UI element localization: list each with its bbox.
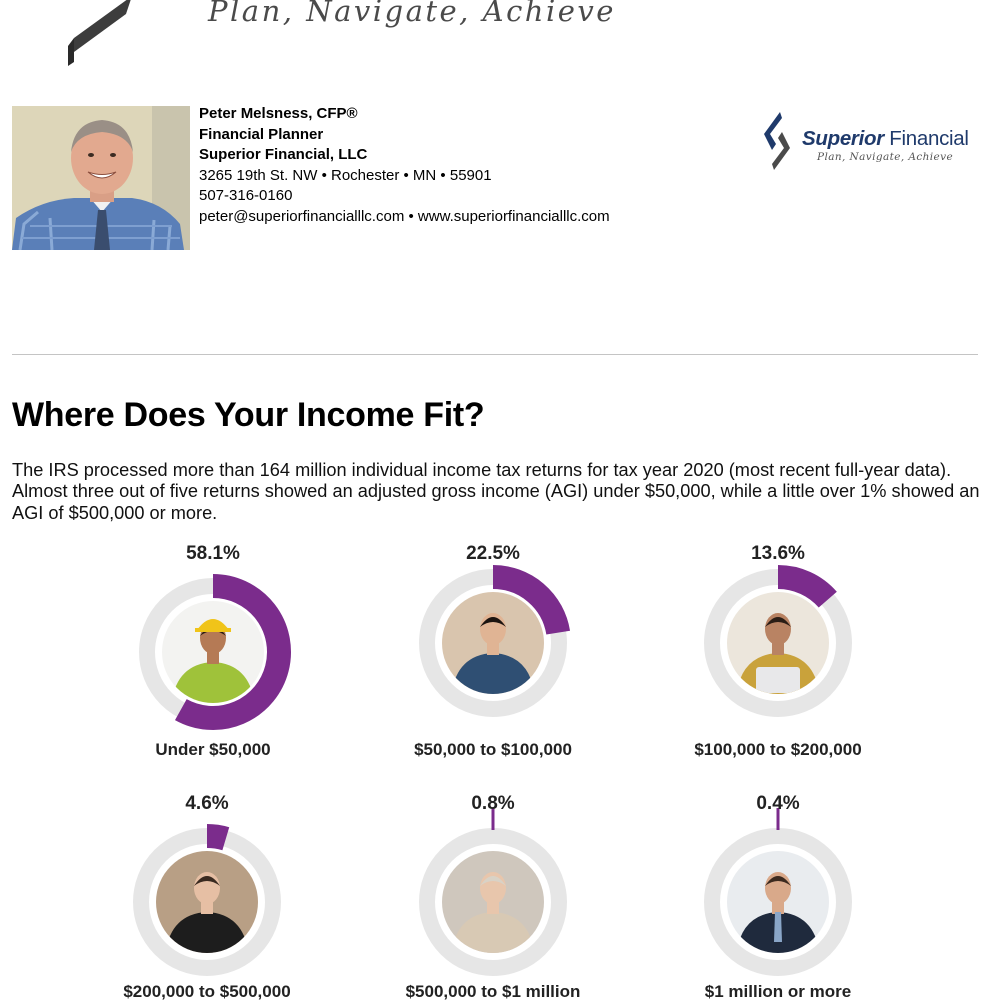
construction-worker-icon — [162, 601, 264, 707]
superior-financial-logo-icon — [60, 0, 140, 68]
contact-separator: • — [404, 207, 418, 225]
advisor-address: 3265 19th St. NW • Rochester • MN • 55901 — [199, 166, 492, 184]
category-label: $100,000 to $200,000 — [694, 740, 862, 759]
income-ring-2 — [414, 543, 572, 759]
brand-logo[interactable] — [760, 110, 975, 176]
advisor-photo — [12, 106, 190, 250]
income-ring-1 — [147, 543, 279, 759]
advisor-email-line — [199, 207, 610, 228]
top-banner — [0, 0, 1000, 70]
brand-logo-tagline: Plan, Navigate, Achieve — [817, 151, 954, 163]
judge-icon — [156, 851, 258, 957]
brand-logo-mark-icon — [760, 110, 796, 174]
category-label: $1 million or more — [704, 982, 852, 1000]
section-divider — [12, 354, 978, 355]
advisor-name: Peter Melsness, CFP® — [199, 105, 358, 122]
advisor-title: Financial Planner — [199, 125, 324, 143]
percent-label: 13.6% — [751, 543, 805, 564]
businessman-phone-icon — [727, 851, 829, 957]
advisor-portrait-icon — [12, 106, 190, 250]
ring-value-arc — [207, 836, 226, 839]
advisor-phone[interactable]: 507-316-0160 — [199, 187, 293, 205]
brand-name-regular: Financial — [883, 127, 969, 150]
call-center-agent-icon — [442, 592, 544, 698]
percent-label: 0.4% — [756, 793, 800, 814]
header-tagline: Plan, Navigate, Achieve — [208, 0, 616, 28]
category-label: Under $50,000 — [155, 740, 271, 759]
seated-woman-icon — [442, 851, 544, 957]
brand-logo-name — [802, 127, 969, 151]
category-label: $50,000 to $100,000 — [414, 740, 572, 759]
income-ring-4 — [123, 793, 290, 1000]
office-worker-laptop-icon — [727, 592, 829, 698]
income-ring-6 — [705, 793, 851, 1000]
advisor-email[interactable]: peter@superiorfinancialllc.com — [199, 207, 405, 225]
percent-label: 58.1% — [186, 543, 240, 564]
category-label: $200,000 to $500,000 — [123, 982, 291, 1000]
income-ring-3 — [694, 543, 861, 759]
article-heading: Where Does Your Income Fit? — [12, 396, 485, 434]
percent-label: 4.6% — [185, 793, 229, 814]
advisor-company: Superior Financial, LLC — [199, 146, 368, 164]
brand-name-bold: Superior — [802, 127, 884, 150]
income-distribution-chart — [0, 530, 1000, 1000]
advisor-website[interactable]: www.superiorfinancialllc.com — [417, 207, 610, 225]
category-label: $500,000 to $1 million — [405, 982, 581, 1000]
article-intro: The IRS processed more than 164 million individual income tax returns for tax year 2020 (most recent full-year data). Almost three out of five returns showed an adjusted gross income (AGI) under $50,000, while a little over 1% showed an AGI of $500,000 or more. — [12, 460, 980, 523]
percent-label: 22.5% — [466, 543, 520, 564]
contact-block — [199, 104, 610, 228]
percent-label: 0.8% — [471, 793, 515, 814]
income-ring-5 — [406, 793, 581, 1000]
